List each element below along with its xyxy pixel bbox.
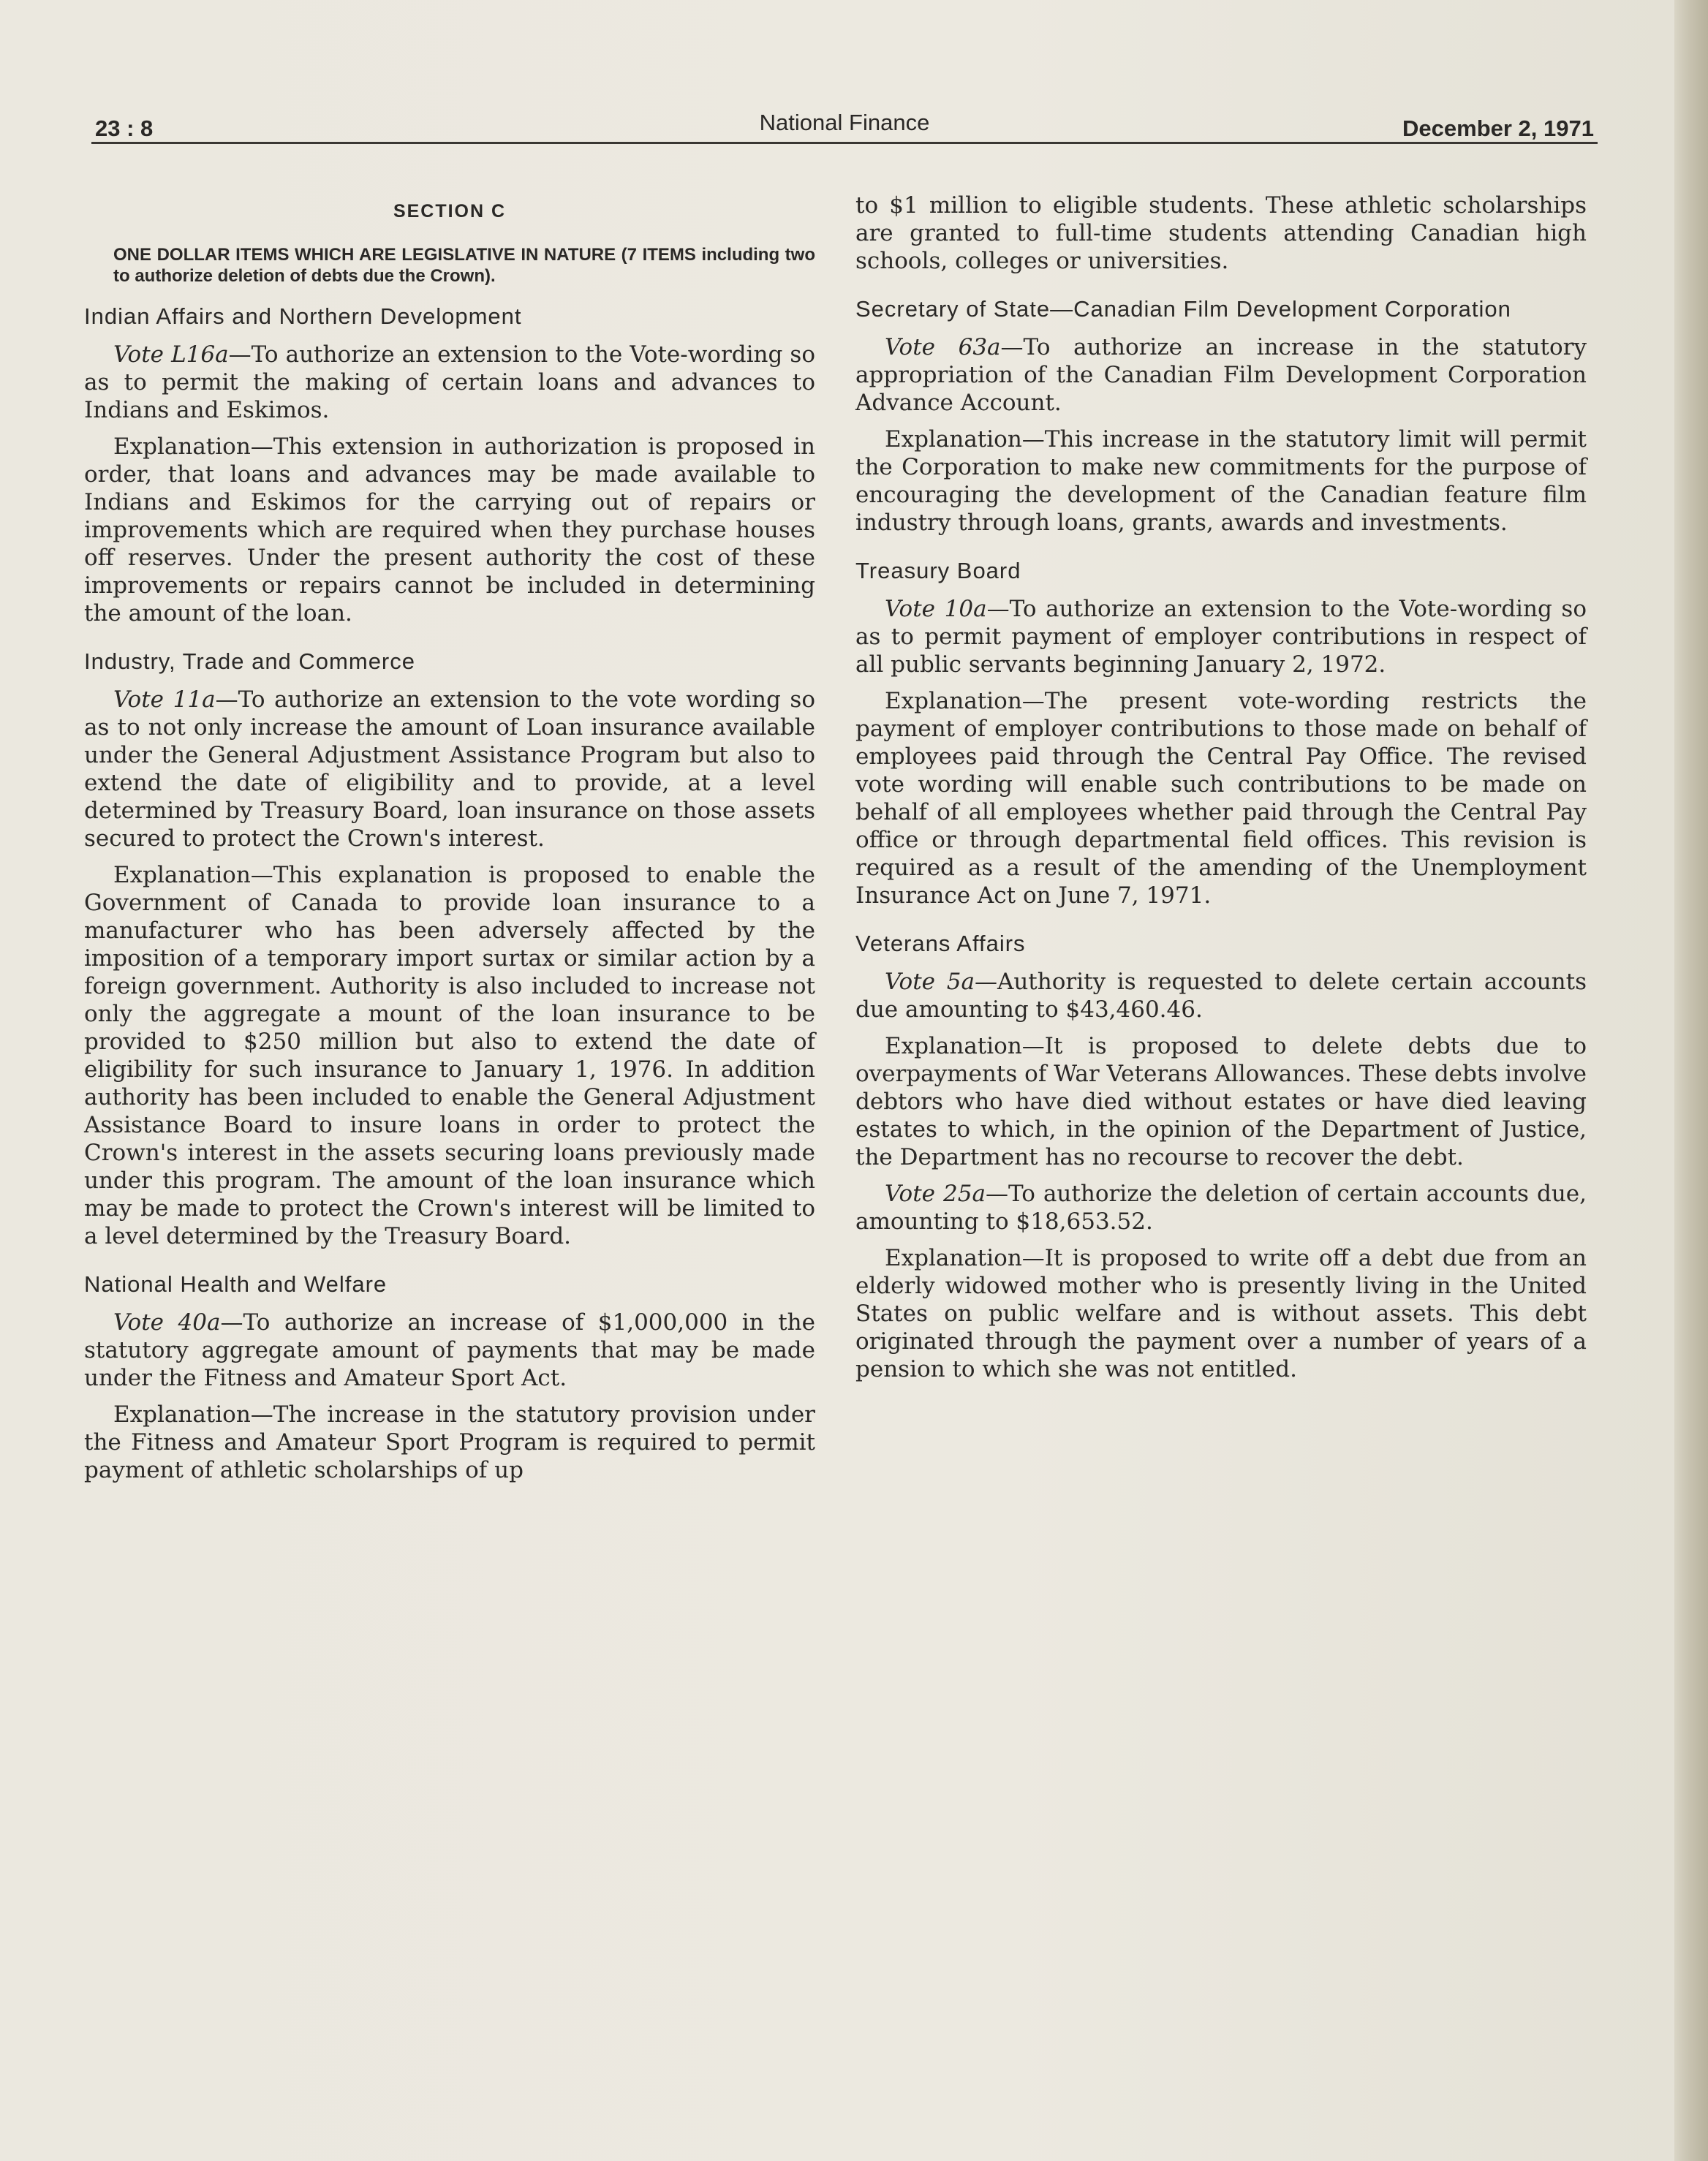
explanation-continuation: to $1 million to eligible students. These athletic scholarships are granted to full-time students attending Canadian high schools, colleges or universities. xyxy=(855,192,1587,274)
department-heading: Treasury Board xyxy=(855,558,1021,583)
page-number: 23 : 8 xyxy=(95,116,154,141)
vote-reference: Vote 10a xyxy=(885,596,987,622)
section-description: ONE DOLLAR ITEMS WHICH ARE LEGISLATIVE IN NATURE (7 ITEMS including two to authorize deletion of debts due the Crown). xyxy=(113,245,815,286)
vote-paragraph xyxy=(855,1180,1587,1235)
vote-paragraph xyxy=(84,686,815,852)
vote-paragraph xyxy=(84,341,815,424)
explanation-paragraph: Explanation—The present vote-wording restricts the payment of employer contributions to those made on behalf of employees paid through the Central Pay Office. The revised vote wording will enable such contributions to be made on behalf of all employees whether paid through the Central Pay office or through departmental field offices. This revision is required as a result of the amending of the Unemployment Insurance Act on June 7, 1971. xyxy=(855,688,1587,909)
department-heading: Veterans Affairs xyxy=(855,931,1026,956)
vote-text: —To authorize the deletion of certain accounts due, amounting to $18,653.52. xyxy=(855,1181,1587,1235)
left-column xyxy=(84,192,815,1493)
vote-reference: Vote 5a xyxy=(885,969,975,995)
publication-title: National Finance xyxy=(759,110,930,135)
page-header xyxy=(95,110,1594,146)
book-spine-edge xyxy=(1674,0,1708,2161)
vote-text: —To authorize an increase of $1,000,000 in the statutory aggregate amount of payments that may be made under the Fitness and Amateur Sport Act. xyxy=(84,1309,815,1391)
explanation-paragraph: Explanation—The increase in the statutory provision under the Fitness and Amateur Sport Program is required to permit payment of athletic scholarships of up xyxy=(84,1401,815,1483)
vote-paragraph xyxy=(855,595,1587,678)
explanation-paragraph: Explanation—This explanation is proposed to enable the Government of Canada to provide loan insurance to a manufacturer who has been adversely affected by the imposition of a temporary import surtax or similar action by a foreign government. Authority is also included to increase not only the aggregate a mount of the loan insurance to be provided to $250 million but also to extend the date of eligibility for such insurance to January 1, 1976. In addition authority has been included to enable the General Adjustment Assistance Board to insure loans in order to protect the Crown's interest in the assets securing loans previously made under this program. The amount of the loan insurance which may be made to protect the Crown's interest will be limited to a level determined by the Treasury Board. xyxy=(84,862,815,1249)
explanation-paragraph: Explanation—This increase in the statutory limit will permit the Corporation to make new commitments for the purpose of encouraging the development of the Canadian feature film industry through loans, grants, awards and investments. xyxy=(855,426,1587,536)
vote-text: —To authorize an increase in the statutory appropriation of the Canadian Film Development Corporation Advance Account. xyxy=(855,334,1587,416)
explanation-paragraph: Explanation—It is proposed to delete debts due to overpayments of War Veterans Allowances. These debts involve debtors who have died without estates or have died leaving estates to which, in the opinion of the Department of Justice, the Department has no recourse to recover the debt. xyxy=(855,1033,1587,1170)
publication-date: December 2, 1971 xyxy=(1402,116,1594,141)
section-title: SECTION C xyxy=(393,201,507,222)
vote-paragraph xyxy=(84,1309,815,1392)
vote-text: —To authorize an extension to the vote wording so as to not only increase the amount of Loan insurance available under the General Adjustment Assistance Program but also to extend the date of eligibility and to provide, at a level determined by Treasury Board, loan insurance on those assets secured to protect the Crown's interest. xyxy=(84,686,815,852)
vote-paragraph xyxy=(855,333,1587,417)
department-heading: National Health and Welfare xyxy=(84,1271,388,1297)
explanation-paragraph: Explanation—This extension in authorization is proposed in order, that loans and advances may be made available to Indians and Eskimos for the carrying out of repairs or improvements which are required when they purchase houses off reserves. Under the present authority the cost of these improvements or repairs cannot be included in determining the amount of the loan. xyxy=(84,434,815,627)
right-column xyxy=(855,192,1587,1392)
vote-reference: Vote 63a xyxy=(885,334,1001,360)
vote-text: —To authorize an extension to the Vote-wording so as to permit the making of certain loans and advances to Indians and Eskimos. xyxy=(84,341,815,423)
header-rule xyxy=(91,142,1598,144)
department-heading: Indian Affairs and Northern Development xyxy=(84,303,522,329)
explanation-paragraph: Explanation—It is proposed to write off a debt due from an elderly widowed mother who is presently living in the United States on public welfare and is without assets. This debt originated through the payment over a number of years of a pension to which she was not entitled. xyxy=(855,1245,1587,1382)
vote-reference: Vote 25a xyxy=(885,1181,986,1207)
vote-text: —To authorize an extension to the Vote-wording so as to permit payment of employer contributions in respect of all public servants beginning January 2, 1972. xyxy=(855,596,1587,678)
department-heading: Industry, Trade and Commerce xyxy=(84,648,415,674)
vote-paragraph xyxy=(855,968,1587,1023)
vote-reference: Vote 11a xyxy=(113,686,216,713)
vote-text: —Authority is requested to delete certain accounts due amounting to $43,460.46. xyxy=(855,969,1587,1023)
department-heading: Secretary of State—Canadian Film Development Corporation xyxy=(855,296,1511,322)
vote-reference: Vote 40a xyxy=(113,1309,221,1336)
vote-reference: Vote L16a xyxy=(113,341,229,368)
